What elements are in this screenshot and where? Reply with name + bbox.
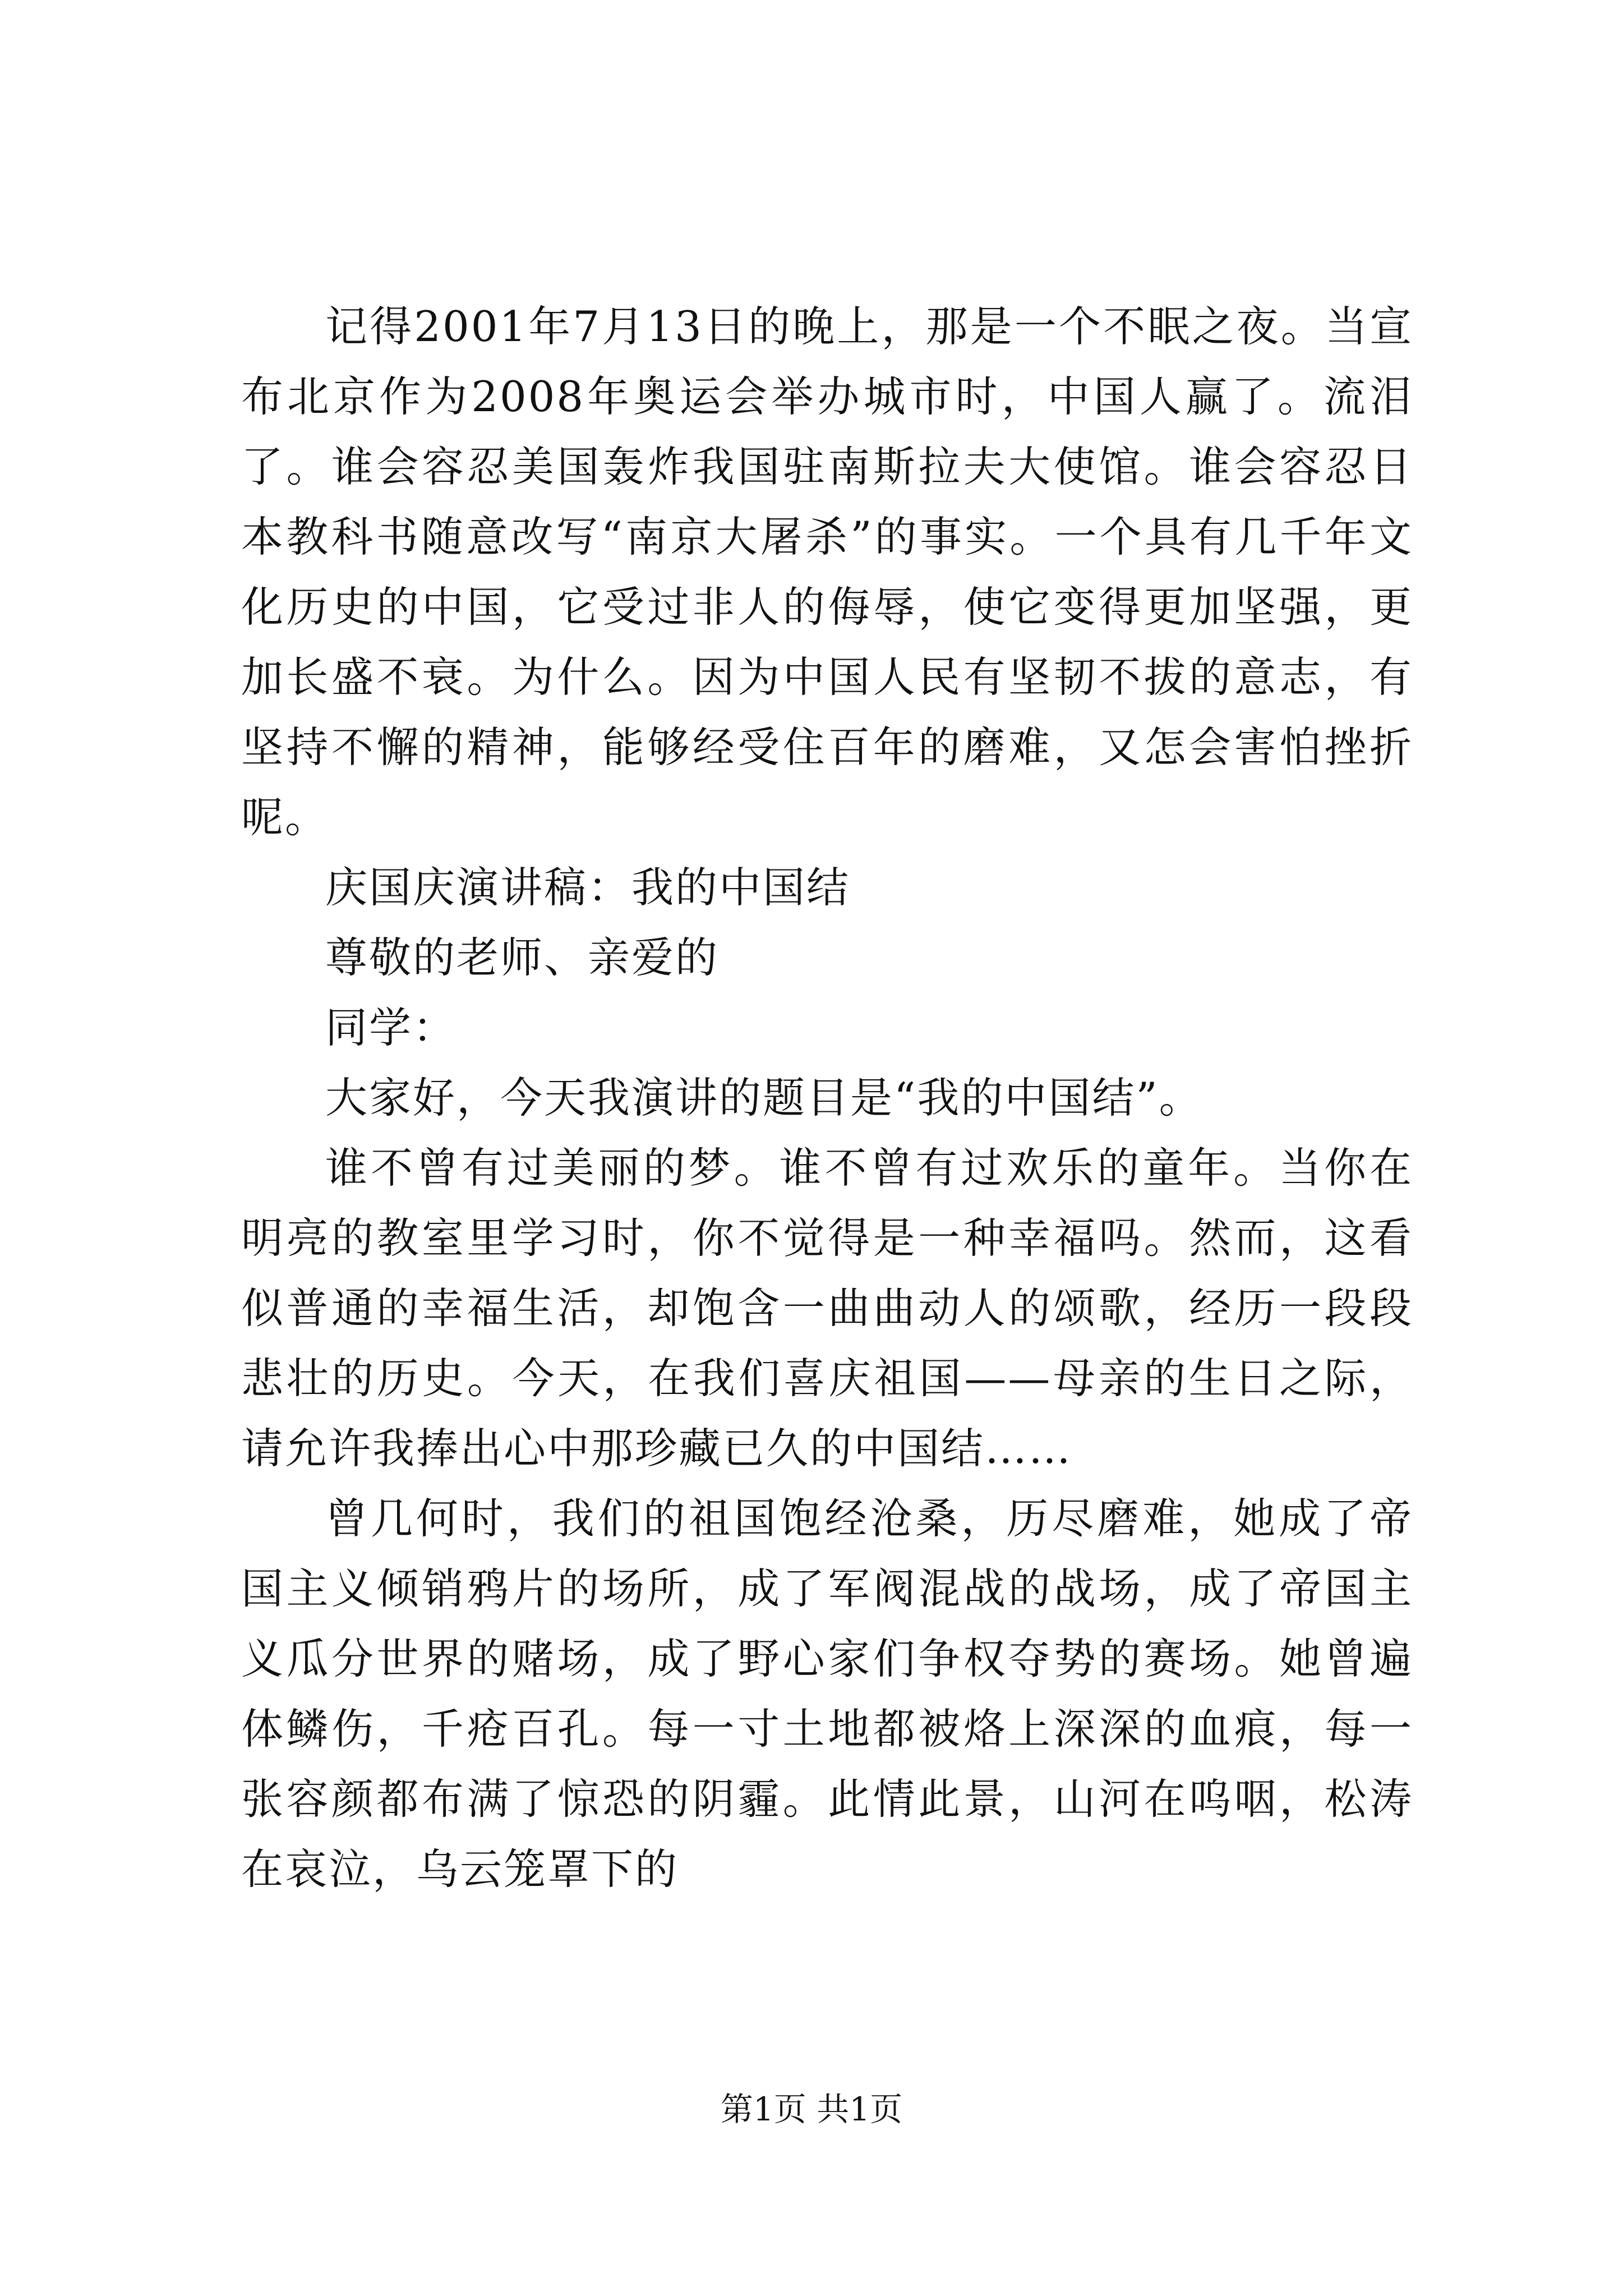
paragraph-history: 曾几何时，我们的祖国饱经沧桑，历尽磨难，她成了帝国主义倾销鸦片的场所，成了军阀混战的战场，成了帝国主义瓜分世界的赌场，成了野心家们争权夺势的赛场。她曾遍体鳞伤，千疮百孔。每一寸土地都被烙上深深的血痕，每一张容颜都布满了惊恐的阴霾。此情此景，山河在呜咽，松涛在哀泣，乌云笼罩下的 — [241, 1494, 1413, 1894]
document-body — [241, 292, 1413, 1904]
paragraph-beijing-olympics: 记得2001年7月13日的晚上，那是一个不眠之夜。当宣布北京作为2008年奥运会举办城市时，中国人赢了。流泪了。谁会容忍美国轰炸我国驻南斯拉夫大使馆。谁会容忍日本教科书随意改写“南京大屠杀”的事实。一个具有几千年文化历史的中国，它受过非人的侮辱，使它变得更加坚强，更加长盛不衰。为什么。因为中国人民有坚韧不拔的意志，有坚持不懈的精神，能够经受住百年的磨难，又怎会害怕挫折呢。 — [241, 302, 1413, 842]
page-footer: 第1页 共1页 — [720, 2090, 903, 2128]
salutation-students: 同学： — [325, 1003, 457, 1052]
salutation-teachers: 尊敬的老师、亲爱的 — [325, 933, 720, 982]
paragraph-dream: 谁不曾有过美丽的梦。谁不曾有过欢乐的童年。当你在明亮的教室里学习时，你不觉得是一种幸福吗。然而，这看似普通的幸福生活，却饱含一曲曲动人的颂歌，经历一段段悲壮的历史。今天，在我们喜庆祖国——母亲的生日之际，请允许我捧出心中那珍藏已久的中国结…… — [241, 1143, 1413, 1473]
paragraph-greeting: 大家好，今天我演讲的题目是“我的中国结”。 — [325, 1073, 1203, 1122]
speech-title: 庆国庆演讲稿：我的中国结 — [325, 863, 851, 912]
